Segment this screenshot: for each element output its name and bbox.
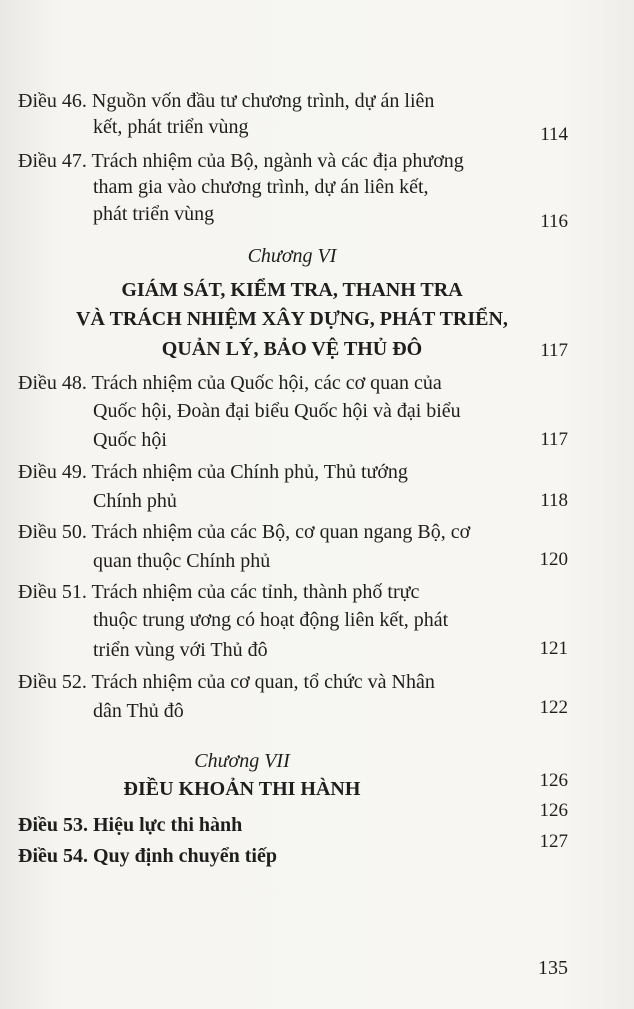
chapter-heading[interactable]: GIÁM SÁT, KIỂM TRA, THANH TRA [121,279,463,301]
entry-label: Điều 49. [18,461,87,483]
page-number: 135 [538,957,568,979]
entry-text: Quy định chuyển tiếp [93,845,277,867]
toc-entry-48[interactable] [18,370,598,396]
page-ref: 126 [539,800,568,821]
chapter-title: Chương VI [247,245,337,267]
page-ref: 120 [539,549,568,570]
entry-label: Điều 54. [18,845,88,867]
chapter-heading[interactable]: QUẢN LÝ, BẢO VỆ THỦ ĐÔ [161,338,423,360]
entry-label: Điều 46. [18,90,87,112]
entry-text: quan thuộc Chính phủ [93,550,271,572]
entry-text: Quốc hội, Đoàn đại biểu Quốc hội và đại biểu [93,400,461,422]
toc-entry-49[interactable] [18,459,598,485]
entry-text: Quốc hội [93,429,167,451]
entry-label: Điều 47. [18,150,87,172]
page-ref: 121 [539,638,568,659]
page-ref: 122 [539,697,568,718]
entry-text: Chính phủ [93,490,177,512]
toc-entry-52[interactable] [18,669,598,695]
chapter-heading[interactable]: ĐIỀU KHOẢN THI HÀNH [123,778,361,800]
entry-text: Trách nhiệm của cơ quan, tổ chức và Nhân [91,671,435,693]
page-ref: 117 [540,429,568,450]
page-ref: 127 [539,831,568,852]
page-ref: 126 [539,770,568,791]
entry-label: Điều 51. [18,581,87,603]
entry-label: Điều 52. [18,671,87,693]
toc-entry-46[interactable] [18,88,598,114]
entry-label: Điều 50. [18,521,87,543]
page-ref: 118 [540,490,568,511]
toc-entry-53[interactable] [18,812,598,838]
toc-entry-50[interactable] [18,519,598,545]
page-ref: 116 [540,211,568,232]
entry-text: phát triển vùng [93,203,215,225]
toc-entry-54[interactable] [18,843,598,869]
page-ref: 117 [540,340,568,361]
toc-entry-47[interactable] [18,148,598,174]
entry-text: Trách nhiệm của Bộ, ngành và các địa phương [91,150,464,172]
entry-text: Trách nhiệm của Chính phủ, Thủ tướng [91,461,408,483]
page-ref: 114 [540,124,568,145]
entry-text: Trách nhiệm của các Bộ, cơ quan ngang Bộ, cơ [91,521,471,543]
entry-text: kết, phát triển vùng [93,116,249,138]
chapter-heading[interactable]: VÀ TRÁCH NHIỆM XÂY DỰNG, PHÁT TRIỂN, [76,308,508,330]
entry-text: triển vùng với Thủ đô [93,639,268,661]
entry-text: Hiệu lực thi hành [93,814,243,836]
entry-text: dân Thủ đô [93,700,184,722]
chapter-title: Chương VII [194,750,290,772]
entry-text: Trách nhiệm của Quốc hội, các cơ quan của [91,372,442,394]
toc-entry-51[interactable] [18,579,598,605]
entry-text: thuộc trung ương có hoạt động liên kết, phát [93,609,449,631]
entry-text: Nguồn vốn đầu tư chương trình, dự án liên [91,90,435,112]
entry-label: Điều 48. [18,372,87,394]
entry-text: tham gia vào chương trình, dự án liên kết, [93,176,429,198]
entry-label: Điều 53. [18,814,88,836]
entry-text: Trách nhiệm của các tỉnh, thành phố trực [91,581,420,603]
